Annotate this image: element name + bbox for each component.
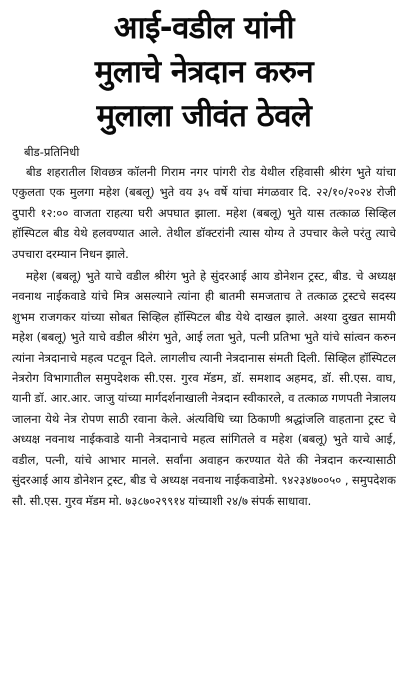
article-body (12, 162, 396, 511)
dateline: बीड-प्रतिनिधी (24, 145, 80, 159)
headline-line-2: मुलाचे नेत्रदान करुन (94, 54, 314, 90)
headline-line-1: आई-वडील यांनी (113, 10, 295, 46)
paragraph-1: बीड शहरातील शिवछत्र कॉलनी गिराम नगर पांगरी रोड येथील रहिवासी श्रीरंग भुते यांचा एकुलता एक मुलगा महेश (बबलू) भुते वय ३५ वर्षे यांचा मंगळवार दि. २२/१०/२०२४ रोजी दुपारी १२:०० वाजता राहत्या घरी अपघात झाला. महेश (बबलू) भुते यास तत्काळ सिव्हिल हॉस्पिटल बीड येथे हलवण्यात आले. तेथील डॉक्टरांनी त्यास योग्य ते उपचार केले परंतु त्याचे उपचारा दरम्यान निधन झाले. (12, 165, 396, 261)
news-clipping (12, 6, 396, 692)
headline-line-3: मुलाला जीवंत ठेवले (96, 98, 312, 134)
paragraph-2: महेश (बबलू) भुते याचे वडील श्रीरंग भुते हे सुंदरआई आय डोनेशन ट्रस्ट, बीड. चे अध्यक्ष नवनाथ नाईकवाडे यांचे मित्र असल्याने त्यांना ही बातमी समजताच ते तत्काळ ट्रस्टचे सदस्य शुभम राजगकर यांच्या सोबत सिव्हिल हॉस्पिटल बीड येथे दाखल झाले. अश्या दुखत सामयी महेश (बबलू) भुते याचे वडील श्रीरंग भुते, आई लता भुते, पत्नी प्रतिभा भुते यांचे सांत्वन करुन त्यांना नेत्रदानाचे महत्व पटवून दिले. लागलीच त्यानी नेत्रदानास संमती दिली. सिव्हिल हॉस्पिटल नेत्ररोग विभागातील समुपदेशक सी.एस. गुरव मॅडम, डॉ. समशाद अहमद, डॉ. सी.एस. वाघ, यानी डॉ. आर.आर. जाजु यांच्या मार्गदर्शनाखाली नेत्रदान स्वीकारले, व तत्काळ गणपती नेत्रालय जालना येथे नेत्र रोपण साठी रवाना केले. अंत्यविधि च्या ठिकाणी श्रद्धांजलि वाहताना ट्रस्ट चे अध्यक्ष नवनाथ नाईकवाडे यानी नेत्रदानाचे महत्व सांगितले व महेश (बबलू) भुते याचे आई, वडील, पत्नी, यांचे आभार मानले. सर्वांना अवाहन करण्यात येते की नेत्रदान करन्यासाठी सुंदरआई आय डोनेशन ट्रस्ट, बीड चे अध्यक्ष नवनाथ नाईकवाडेमो. ९४२३४७००५० , समुपदेशक सौ. सी.एस. गुरव मॅडम मो. ७३८७०२९९१४ यांच्याशी २४/७ संपर्क साधावा. (12, 269, 396, 508)
headline (12, 6, 396, 138)
